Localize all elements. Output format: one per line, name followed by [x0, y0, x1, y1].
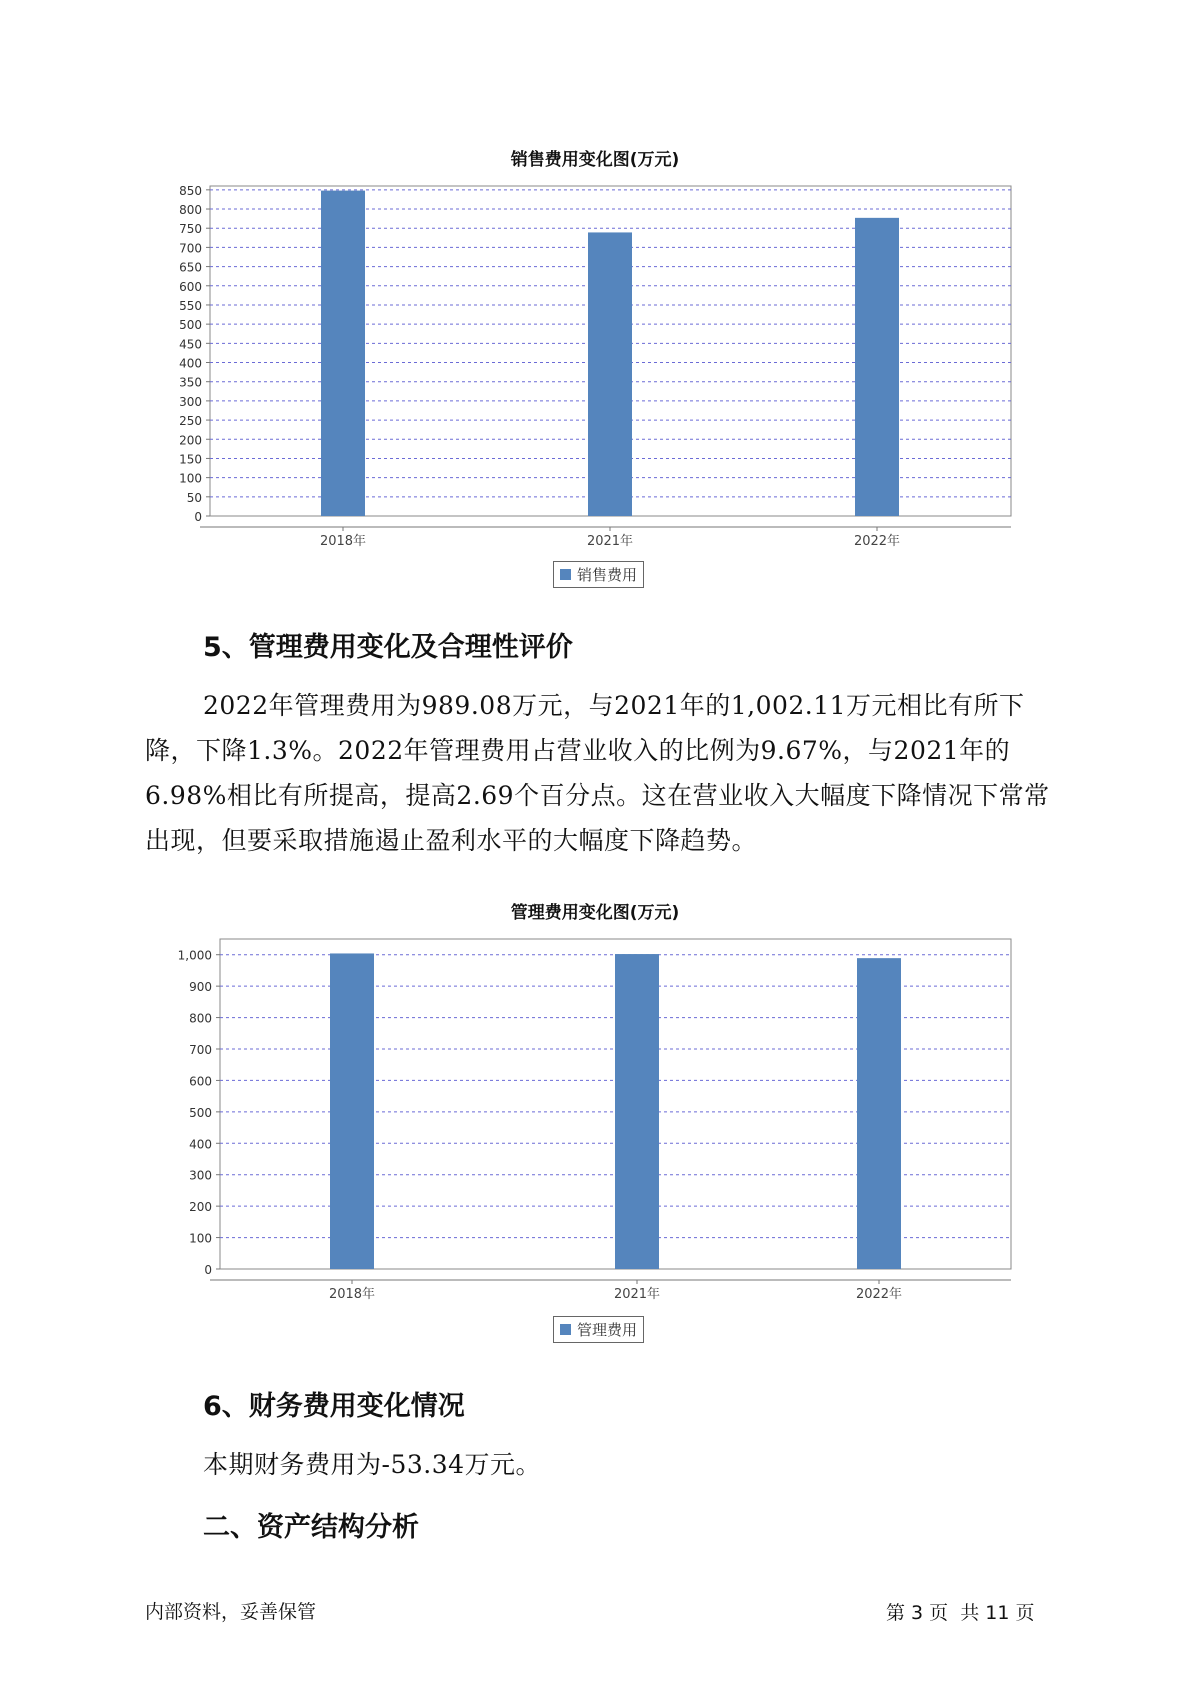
- y-tick-label: 0: [204, 1263, 212, 1277]
- footer-confidential: 内部资料，妥善保管: [145, 1601, 317, 1623]
- section-heading-6: 6、财务费用变化情况: [203, 1391, 465, 1422]
- legend-swatch: [560, 1324, 571, 1335]
- chart-legend-admin: [553, 1316, 644, 1343]
- y-tick-label: 150: [179, 452, 202, 467]
- y-tick-label: 1,000: [177, 948, 212, 963]
- section-paragraph-6: [145, 1442, 1057, 1487]
- x-tick-label: 2021年: [586, 534, 634, 549]
- y-tick-label: 850: [179, 183, 202, 198]
- section-heading-assets: 二、资产结构分析: [203, 1512, 419, 1543]
- section-heading-5: 5、管理费用变化及合理性评价: [203, 632, 573, 663]
- y-tick-label: 300: [189, 1168, 212, 1183]
- x-tick-label: 2022年: [855, 1287, 903, 1302]
- x-tick-label: 2018年: [328, 1287, 376, 1302]
- paragraph-text: 本期财务费用为-53.34万元。: [203, 1450, 542, 1479]
- y-tick-label: 600: [189, 1074, 212, 1089]
- y-tick-label: 500: [189, 1105, 212, 1120]
- y-tick-label: 50: [186, 490, 202, 505]
- y-tick-label: 600: [179, 279, 202, 294]
- footer-page-number: 第 3 页 共 11 页: [886, 1602, 1035, 1624]
- y-tick-label: 0: [194, 510, 202, 524]
- x-tick-label: 2021年: [613, 1287, 661, 1302]
- y-tick-label: 700: [179, 241, 202, 256]
- y-tick-label: 400: [179, 356, 202, 371]
- y-tick-label: 300: [179, 394, 202, 409]
- legend-label: 管理费用: [577, 1321, 638, 1339]
- legend-label: 销售费用: [577, 566, 638, 584]
- bar-2018年: [330, 953, 374, 1269]
- y-tick-label: 800: [179, 203, 202, 218]
- y-tick-label: 500: [179, 318, 202, 333]
- chart-title-sales: 销售费用变化图(万元): [510, 150, 680, 170]
- bar-2022年: [857, 958, 901, 1269]
- y-tick-label: 550: [179, 298, 202, 313]
- bar-2021年: [615, 954, 659, 1269]
- y-tick-label: 750: [179, 222, 202, 237]
- y-tick-label: 900: [189, 980, 212, 995]
- y-tick-label: 400: [189, 1137, 212, 1152]
- y-tick-label: 800: [189, 1011, 212, 1026]
- paragraph-text: 2022年管理费用为989.08万元，与2021年的1,002.11万元相比有所下降，下降1.3%。2022年管理费用占营业收入的比例为9.67%，与2021年的6.98%相比有所提高，提高2.69个百分点。这在营业收入大幅度下降情况下常常出现，但要采取措施遏止盈利水平的大幅度下降趋势。: [145, 691, 1050, 855]
- x-tick-label: 2018年: [319, 534, 367, 549]
- y-tick-label: 650: [179, 260, 202, 275]
- chart-title-admin: 管理费用变化图(万元): [510, 903, 680, 923]
- y-tick-label: 100: [179, 471, 202, 486]
- y-tick-label: 350: [179, 375, 202, 390]
- y-tick-label: 200: [189, 1200, 212, 1215]
- y-tick-label: 450: [179, 337, 202, 352]
- y-tick-label: 700: [189, 1043, 212, 1057]
- x-tick-label: 2022年: [853, 534, 901, 549]
- y-tick-label: 200: [179, 433, 202, 448]
- y-tick-label: 100: [189, 1231, 212, 1246]
- y-tick-label: 250: [179, 414, 202, 429]
